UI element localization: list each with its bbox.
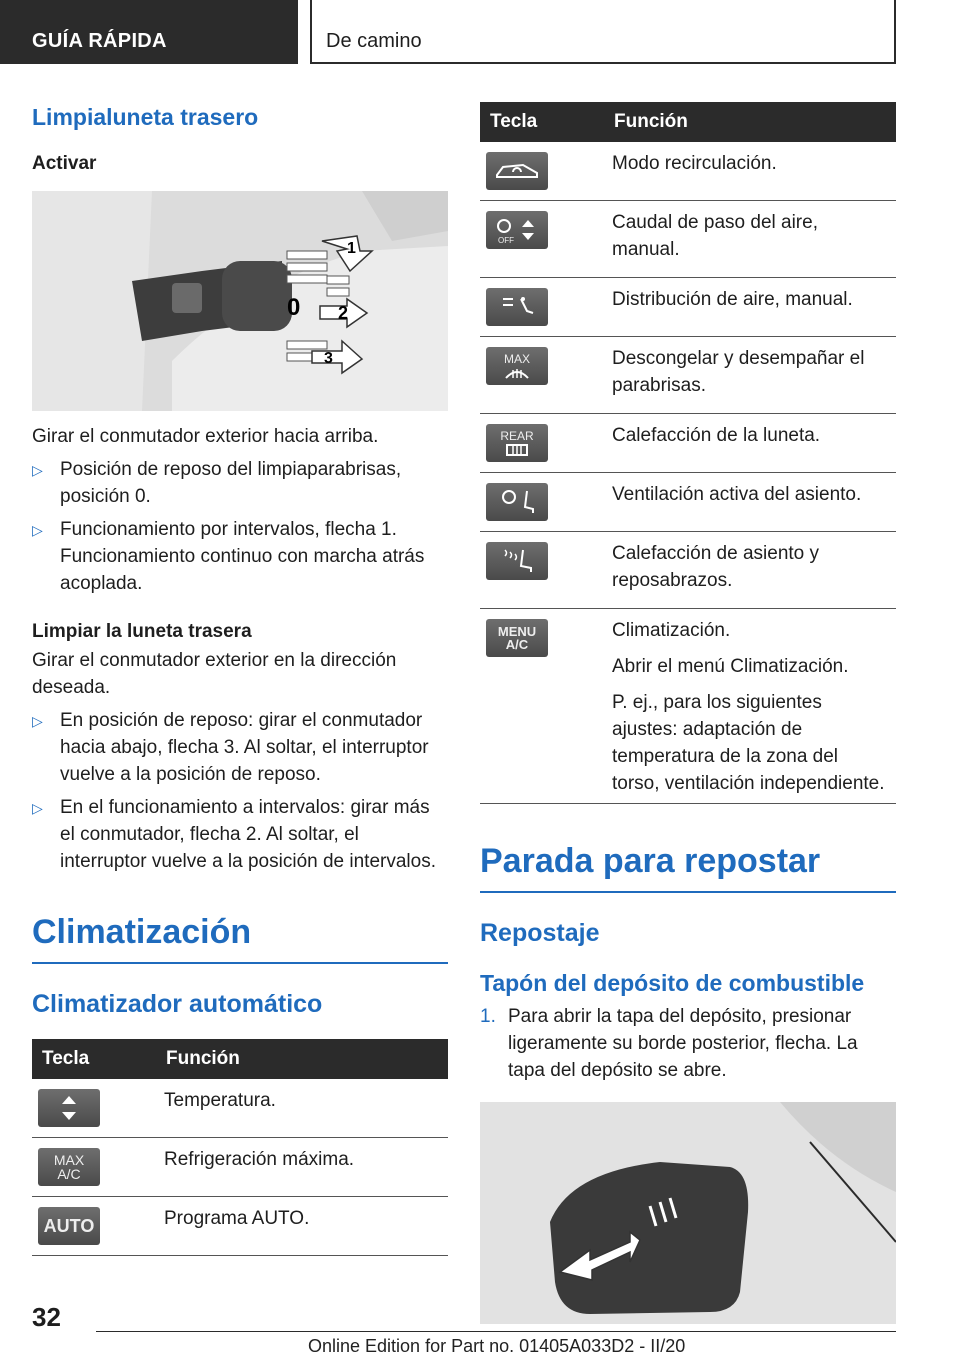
list-item: ▷ En posición de reposo: girar el conmutador hacia abajo, flecha 3. Al soltar, el interruptor vuelve a la posición de reposo.: [32, 707, 448, 788]
table-row: OFF Caudal de paso del aire, manual.: [480, 201, 896, 278]
section-tab: [0, 0, 298, 64]
triangle-bullet-icon: ▷: [32, 713, 43, 729]
photo-label-3: 3: [324, 350, 333, 367]
activate-heading: Activar: [32, 153, 97, 174]
menu-ac-icon: MENU A/C: [486, 619, 548, 657]
right-column: [480, 102, 896, 1324]
photo-label-1: 1: [347, 240, 356, 257]
list-item: 1. Para abrir la tapa del depósito, presionar ligeramente su borde posterior, flecha. La tapa del depósito se abre.: [480, 1006, 858, 1081]
fan-off-icon: OFF: [486, 211, 548, 249]
wiper-stalk-photo: [32, 191, 448, 411]
table-row: MENU A/C Climatización. Abrir el menú Climatización. P. ej., para los siguientes ajustes: adaptación de temperatura de la zona del torso, ventilación independiente.: [480, 609, 896, 804]
table-row: Modo recirculación.: [480, 142, 896, 201]
triangle-bullet-icon: ▷: [32, 462, 43, 478]
clean-heading: Limpiar la luneta trasera: [32, 621, 252, 642]
page-number: 32: [32, 1302, 61, 1332]
seat-heating-icon: [486, 542, 548, 580]
table-row: Temperatura.: [32, 1079, 448, 1138]
triangle-bullet-icon: ▷: [32, 800, 43, 816]
clean-text: Girar el conmutador exterior en la dirección deseada.: [32, 650, 397, 698]
auto-climate-heading: Climatizador automático: [32, 990, 323, 1018]
refuel-heading: Repostaje: [480, 919, 600, 947]
climate-heading: Climatización: [32, 913, 448, 964]
table-row: Distribución de aire, manual.: [480, 278, 896, 337]
fuel-cap-heading: Tapón del depósito de combustible: [480, 970, 865, 996]
air-distribution-icon: [486, 288, 548, 326]
table-row: MAX A/C Refrigeración máxima.: [32, 1138, 448, 1197]
rear-defrost-icon: REAR: [486, 424, 548, 462]
max-defrost-icon: MAX: [486, 347, 548, 385]
table-row: MAX Descongelar y desempañar el parabrisas.: [480, 337, 896, 414]
table-row: Ventilación activa del asiento.: [480, 473, 896, 532]
triangle-bullet-icon: ▷: [32, 522, 43, 538]
list-item: ▷ Funcionamiento por intervalos, flecha 1. Funcionamiento continuo con marcha atrás acoplada.: [32, 516, 448, 597]
table-header-key: Tecla: [32, 1039, 156, 1079]
photo-label-2: 2: [338, 303, 349, 323]
photo-label-0: 0: [287, 294, 301, 321]
turn-text: Girar el conmutador exterior hacia arriba.: [32, 426, 379, 447]
table-row: REAR Calefacción de la luneta.: [480, 414, 896, 473]
table-row: Calefacción de asiento y reposabrazos.: [480, 532, 896, 609]
section-title: GUÍA RÁPIDA: [32, 30, 167, 52]
list-item: ▷ Posición de reposo del limpiaparabrisas, posición 0.: [32, 456, 448, 510]
left-column: [32, 100, 448, 1256]
chapter-tab: [310, 0, 896, 64]
auto-icon: AUTO: [38, 1207, 100, 1245]
max-ac-icon: MAX A/C: [38, 1148, 100, 1186]
climate-table: [32, 1039, 448, 1256]
climate-table-continued: [480, 102, 896, 804]
table-header-key: Tecla: [480, 102, 604, 142]
fuel-flap-photo: [480, 1102, 896, 1324]
list-item: ▷ En el funcionamiento a intervalos: girar más el conmutador, flecha 2. Al soltar, el interruptor vuelve a la posición de intervalos.: [32, 794, 448, 875]
table-header-function: Función: [604, 102, 896, 142]
temperature-arrows-icon: [38, 1089, 100, 1127]
wiper-heading: Limpialuneta trasero: [32, 104, 259, 130]
footer-divider: [96, 1331, 896, 1332]
chapter-title: De camino: [326, 30, 422, 52]
seat-ventilation-icon: [486, 483, 548, 521]
recirculation-icon: [486, 152, 548, 190]
table-row: AUTO Programa AUTO.: [32, 1197, 448, 1256]
refuel-section-heading: Parada para repostar: [480, 842, 896, 893]
table-header-function: Función: [156, 1039, 448, 1079]
edition-note: Online Edition for Part no. 01405A033D2 - II/20: [308, 1336, 686, 1356]
